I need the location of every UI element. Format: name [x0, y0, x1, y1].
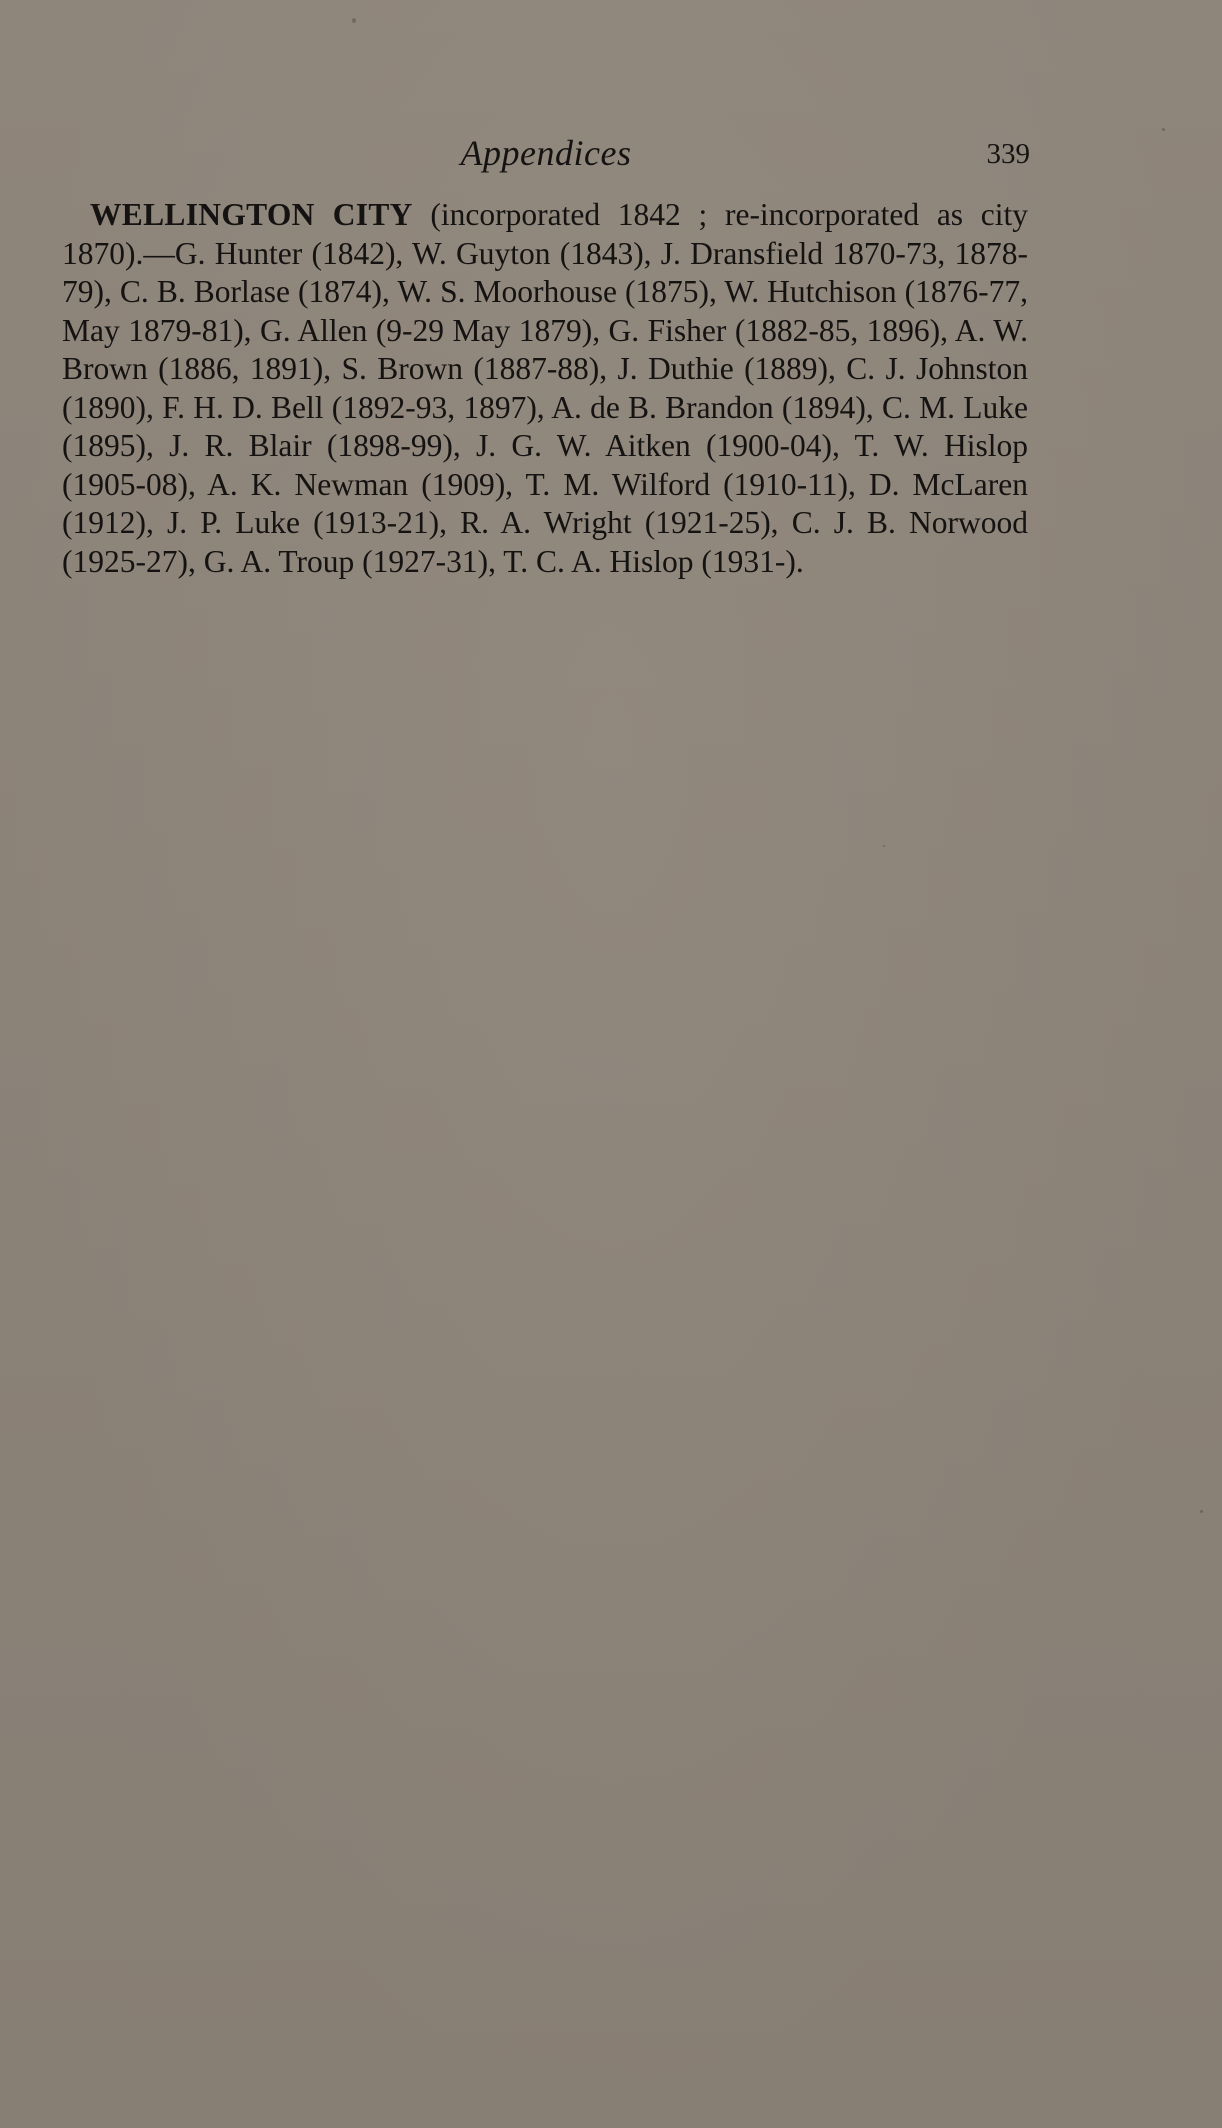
page-number: 339	[986, 138, 1030, 170]
paper-speck	[1200, 1510, 1203, 1513]
running-title: Appendices	[460, 133, 632, 173]
entry-heading: WELLINGTON CITY	[90, 197, 413, 232]
paper-speck	[1162, 128, 1165, 131]
running-head	[62, 128, 1030, 178]
paper-speck	[883, 845, 885, 847]
paper-speck	[352, 18, 356, 23]
entry-body: (incorporated 1842 ; re-incorporated as city 1870).—G. Hunter (1842), W. Guyton (1843), J. Dransfield 1870-73, 1878-79), C. B. Borlase (1874), W. S. Moorhouse (1875), W. Hutchison (1876-77, May 1879-81), G. Allen (9-29 May 1879), G. Fisher (1882-85, 1896), A. W. Brown (1886, 1891), S. Brown (1887-88), J. Duthie (1889), C. J. Johnston (1890), F. H. D. Bell (1892-93, 1897), A. de B. Brandon (1894), C. M. Luke (1895), J. R. Blair (1898-99), J. G. W. Aitken (1900-04), T. W. Hislop (1905-08), A. K. Newman (1909), T. M. Wilford (1910-11), D. McLaren (1912), J. P. Luke (1913-21), R. A. Wright (1921-25), C. J. B. Norwood (1925-27), G. A. Troup (1927-31), T. C. A. Hislop (1931-).	[62, 197, 1029, 579]
entry-paragraph	[62, 196, 1028, 581]
